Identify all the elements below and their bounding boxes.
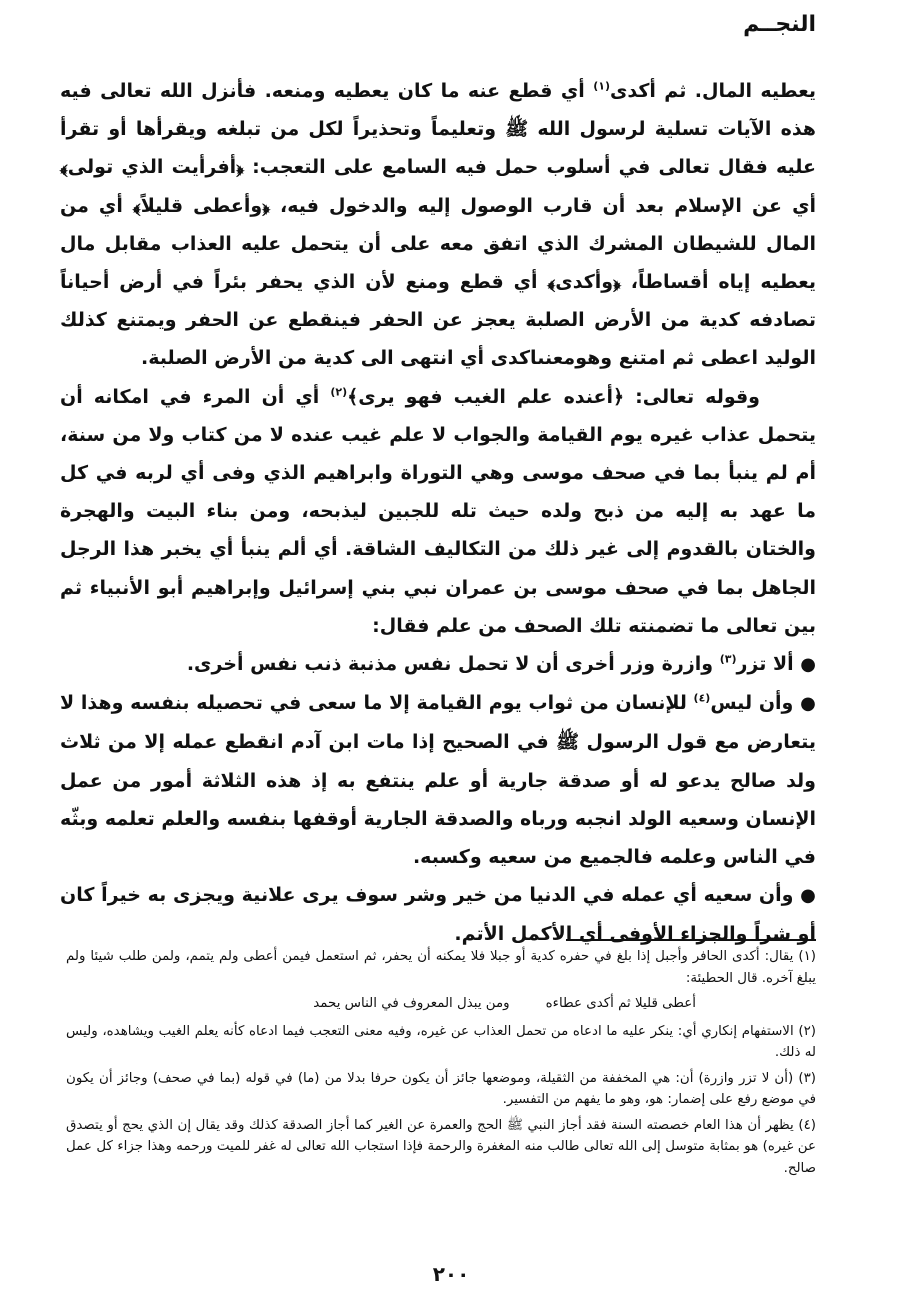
- bullet-item-2: [60, 684, 816, 876]
- paragraph-2: [60, 378, 816, 645]
- footnote-2: (٢) الاستفهام إنكاري أي: ينكر عليه ما ادعاه من تحمل العذاب عن غيره، وفيه معنى التعجب فيما ادعاه كأنه يعلم الغيب ويشاهده، وليس له ذلك.: [66, 1023, 816, 1060]
- footnote-divider: [566, 939, 816, 941]
- bullet-icon: ●: [800, 885, 817, 907]
- running-header: النجــم: [743, 12, 816, 37]
- paragraph-2-start: وقوله تعالى: ﴿أعنده علم الغيب فهو يرى﴾: [347, 385, 760, 408]
- bullet-item-1: [60, 645, 816, 684]
- footnote-ref-1: (١): [593, 79, 610, 93]
- footnote-ref-3: (٣): [719, 652, 737, 666]
- page-number: ٢٠٠: [432, 1262, 470, 1286]
- bullet-2-start: وأن ليس: [710, 692, 794, 715]
- bullet-2-text: للإنسان من ثواب يوم القيامة إلا ما سعى في تحصيله بنفسه وهذا لا يتعارض مع قول الرسول ﷺ في الصحيح إذا مات ابن آدم انقطع عمله إلا من ثلاث ولد صالح يدعو له أو صدقة جارية أو علم ينتفع به إذ هذه الثلاثة أمور من عمل الإنسان وسعيه الولد انجبه ورباه والصدقة الجارية أوقفها بنفسه والعلم تعلمه وبثّه في الناس وعلمه فالجميع من سعيه وكسبه.: [60, 692, 816, 869]
- bullet-item-3: [60, 876, 816, 953]
- poetry-verse: [66, 993, 816, 1015]
- footnotes: [66, 946, 816, 1183]
- footnote-4: (٤) يظهر أن هذا العام خصصته السنة فقد أجاز النبي ﷺ الحج والعمرة عن الغير كما أجاز الصدقة كذلك وقد يقال إن الذي يحج أو يتصدق عن غيره) هو بمثابة متوسل إلى الله تعالى طالب منه المغفرة والرحمة فإذا استجاب الله تعالى له غفر للميت ورحمه وهذا جزاء كل عمل صالح.: [66, 1117, 816, 1176]
- bullet-icon: ●: [800, 654, 816, 676]
- footnote-3: (٣) (أن لا تزر وازرة) أن: هي المخففة من الثقيلة، وموضعها جائز أن يكون حرفا بدلا من (ما) في قوله (بما في صحف) وجائز أن يكون في موضع رفع على إضمار: هو، وهو ما يفهم من التفسير.: [66, 1070, 816, 1107]
- paragraph-1: [60, 72, 816, 378]
- paragraph-1-start: يعطيه المال. ثم أكدى: [609, 80, 816, 102]
- bullet-1-text: وازرة وزر أخرى أن لا تحمل نفس مذنبة ذنب نفس أخرى.: [186, 653, 720, 676]
- main-text: [60, 72, 816, 954]
- verse-hemistich-2: ومن يبذل المعروف في الناس يحمد: [313, 996, 510, 1011]
- bullet-3-text: وأن سعيه أي عمله في الدنيا من خير وشر سوف يرى علانية ويجزى به خيراً كان أو شراً والجزاء الأوفى أي الأكمل الأتم.: [60, 884, 816, 946]
- paragraph-1-text: أي قطع عنه ما كان يعطيه ومنعه. فأنزل الله تعالى فيه هذه الآيات تسلية لرسول الله ﷺ وتعليماً وتحذيراً لكل من تبلغه ويقرأها أو تقرأ عليه فقال تعالى في أسلوب حمل فيه السامع على التعجب: ﴿أفرأيت الذي تولى﴾ أي عن الإسلام بعد أن قارب الوصول إليه والدخول فيه، ﴿وأعطى قليلاً﴾ أي من المال للشيطان المشرك الذي اتفق معه على أن يتحمل عليه العذاب مقابل مال يعطيه إياه أقساطاً، ﴿وأكدى﴾ أي قطع ومنع لأن الذي يحفر بئراً في أرض أحياناً تصادفه كدية من الأرض الصلبة يعجز عن الحفر فينقطع عن الحفر ويمتنع كذلك الوليد اعطى ثم امتنع وهومعنىاكدى أي انتهى الى كدية من الأرض الصلبة.: [60, 80, 816, 370]
- footnote-1: (١) يقال: أكدى الحافر وأجبل إذا بلغ في حفره كدية أو جبلا فلا يمكنه أن يحفر، ثم استعمل فيمن أعطى ولم يتمم، ولمن طلب شيئا ولم يبلغ آخره. قال الحطيئة:: [66, 949, 816, 986]
- bullet-1-start: ألا تزر: [736, 653, 794, 676]
- verse-hemistich-1: أعطى قليلا ثم أكدى عطاءه: [545, 996, 696, 1011]
- footnote-ref-4: (٤): [693, 691, 711, 705]
- bullet-icon: ●: [800, 693, 816, 715]
- paragraph-2-text: أي أن المرء في امكانه أن يتحمل عذاب غيره يوم القيامة والجواب لا علم غيب عنده لا من كتاب ولا من سنة، أم لم ينبأ بما في صحف موسى وهي التوراة وابراهيم الذي وفى أي لربه في كل ما عهد به إليه من ذبح ولده حيث تله للجبين ليذبحه، ومن بناء البيت والهجرة والختان بالقدوم إلى غير ذلك من التكاليف الشاقة. أي ألم ينبأ أي يخبر هذا الرجل الجاهل بما في صحف موسى بن عمران نبي بني إسرائيل وإبراهيم أبو الأنبياء ثم بين تعالى ما تضمنته تلك الصحف من علم فقال:: [60, 385, 816, 637]
- footnote-ref-2: (٢): [330, 385, 348, 399]
